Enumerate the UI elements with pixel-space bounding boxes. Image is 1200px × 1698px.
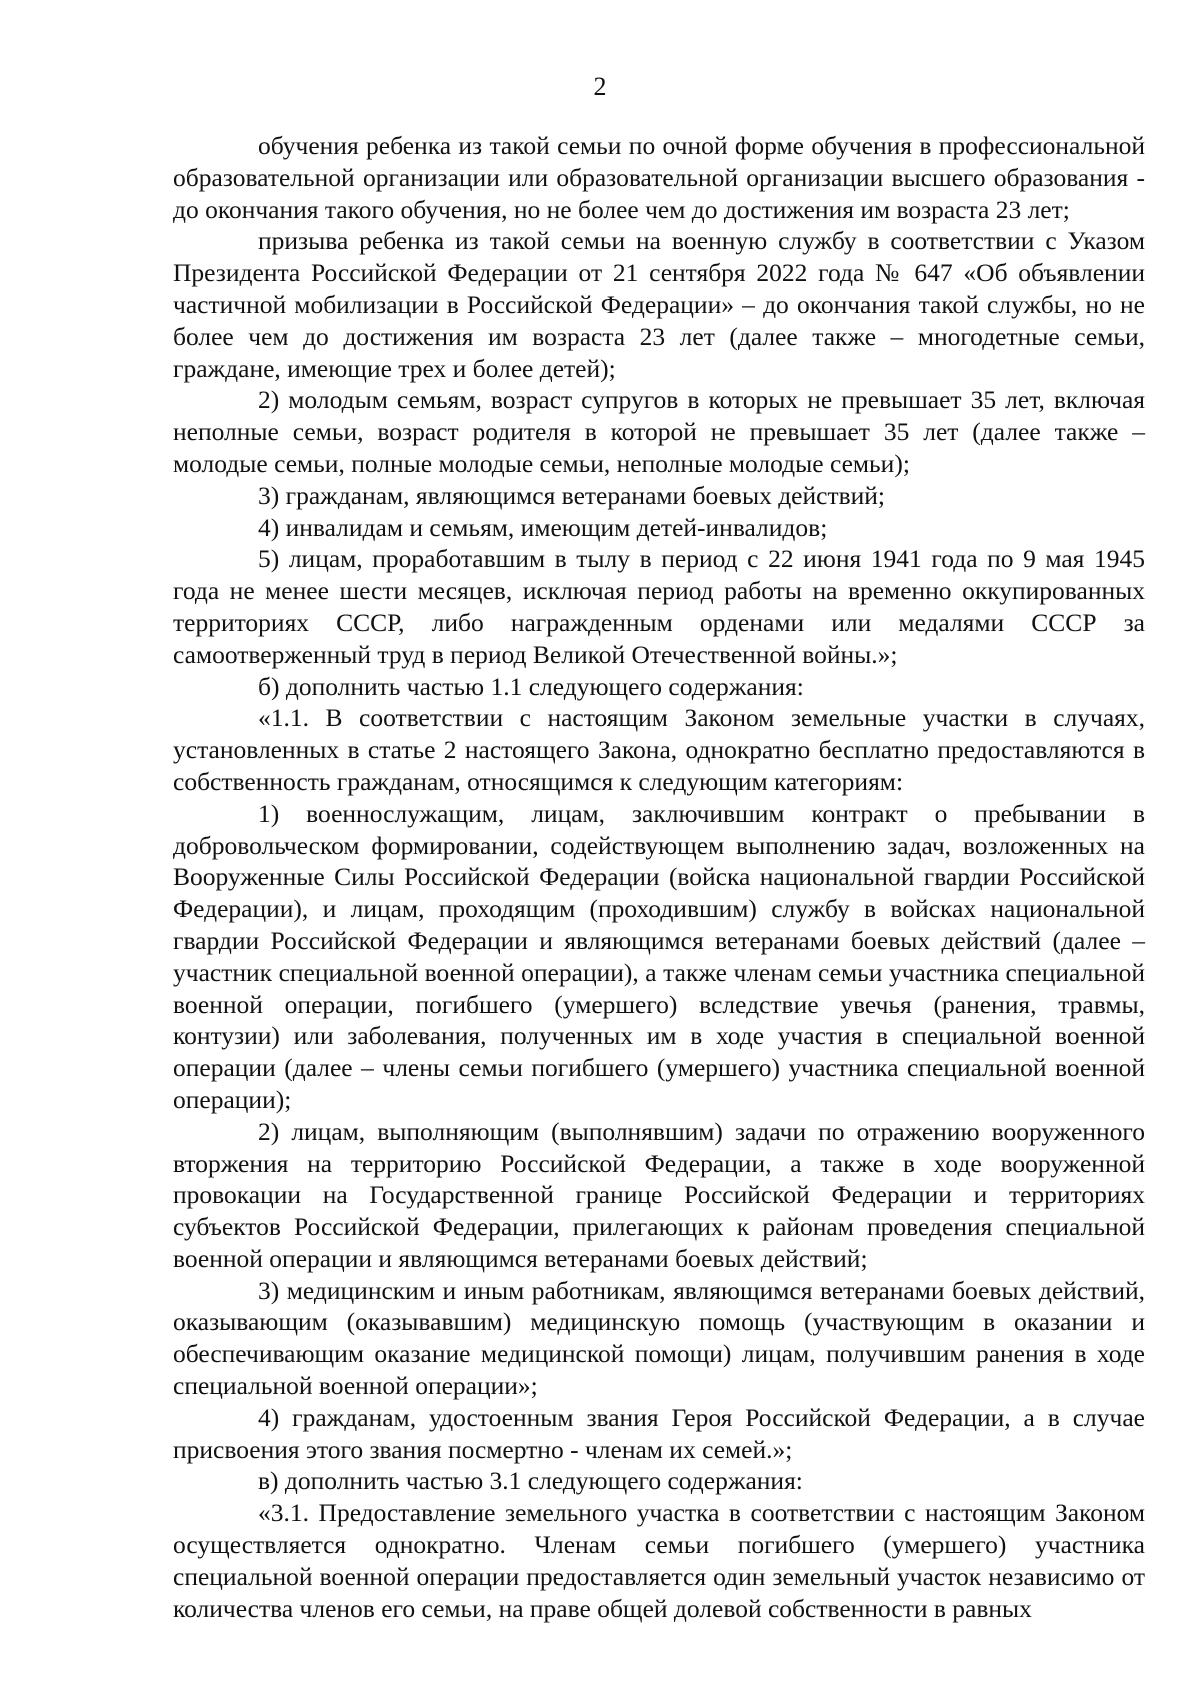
page-number: 2 — [593, 72, 607, 101]
paragraph-military-conscription: призыва ребенка из такой семьи на военную службу в соответствии с Указом Президента Российской Федерации от 21 сентября 2022 года № 647 «Об объявлении частичной мобилизации в Российской Федерации» – до окончания такой службы, но не более чем до достижения им возраста 23 лет (далее также – многодетные семьи, граждане, имеющие трех и более детей); — [173, 226, 1145, 383]
paragraph-part-3-1: «3.1. Предоставление земельного участка в соответствии с настоящим Законом осуществляется однократно. Членам семьи погибшего (умершего) участника специальной военной операции предоставляется один земельный участок независимо от количества членов его семьи, на праве общей долевой собственности в равных — [173, 1498, 1145, 1623]
paragraph-medical-workers: 3) медицинским и иным работникам, являющимся ветеранами боевых действий, оказывающим (оказывавшим) медицинскую помощь (участвующим в оказании и обеспечивающим оказание медицинской помощи) лицам, получившим ранения в ходе специальной военной операции»; — [173, 1275, 1145, 1401]
paragraph-young-families: 2) молодым семьям, возраст супругов в которых не превышает 35 лет, включая неполные семьи, возраст родителя в которой не превышает 35 лет (далее также – молодые семьи, полные молодые семьи, неполные молодые семьи); — [173, 385, 1145, 478]
paragraph-home-front-workers: 5) лицам, проработавшим в тылу в период с 22 июня 1941 года по 9 мая 1945 года не менее шести месяцев, исключая период работы на временно оккупированных территориях СССР, либо награжденным орденами или медалями СССР за самоотверженный труд в период Великой Отечественной войны.»; — [173, 544, 1145, 669]
paragraph-combat-veterans: 3) гражданам, являющимся ветеранами боевых действий; — [258, 480, 886, 510]
paragraph-amendment-v: в) дополнить частью 3.1 следующего содержания: — [258, 1466, 803, 1496]
document-body — [173, 130, 1145, 1624]
paragraph-servicemen: 1) военнослужащим, лицам, заключившим контракт о пребывании в добровольческом формировании, содействующем выполнению задач, возложенных на Вооруженные Силы Российской Федерации (войска национальной гвардии Российской Федерации), и лицам, проходящим (проходившим) службу в войсках национальной гвардии Российской Федерации и являющимся ветеранами боевых действий (далее – участник специальной военной операции), а также членам семьи участника специальной военной операции, погибшего (умершего) вследствие увечья (ранения, травмы, контузии) или заболевания, полученных им в ходе участия в специальной военной операции (далее – члены семьи погибшего (умершего) участника специальной военной операции); — [173, 798, 1145, 1114]
paragraph-amendment-b: б) дополнить частью 1.1 следующего содержания: — [258, 671, 804, 701]
paragraph-part-1-1: «1.1. В соответствии с настоящим Законом земельные участки в случаях, установленных в статье 2 настоящего Закона, однократно бесплатно предоставляются в собственность гражданам, относящимся к следующим категориям: — [173, 703, 1145, 796]
paragraph-heroes: 4) гражданам, удостоенным звания Героя Российской Федерации, а в случае присвоения этого звания посмертно - членам их семей.»; — [173, 1402, 1145, 1464]
paragraph-education-condition: обучения ребенка из такой семьи по очной форме обучения в профессиональной образовательной организации или образовательной организации высшего образования - до окончания такого обучения, но не более чем до достижения им возраста 23 лет; — [173, 131, 1145, 224]
paragraph-border-defenders: 2) лицам, выполняющим (выполнявшим) задачи по отражению вооруженного вторжения на территорию Российской Федерации, а также в ходе вооруженной провокации на Государственной границе Российской Федерации и территориях субъектов Российской Федерации, прилегающих к районам проведения специальной военной операции и являющимся ветеранами боевых действий; — [173, 1116, 1145, 1273]
paragraph-disabled-persons: 4) инвалидам и семьям, имеющим детей-инвалидов; — [258, 512, 828, 542]
